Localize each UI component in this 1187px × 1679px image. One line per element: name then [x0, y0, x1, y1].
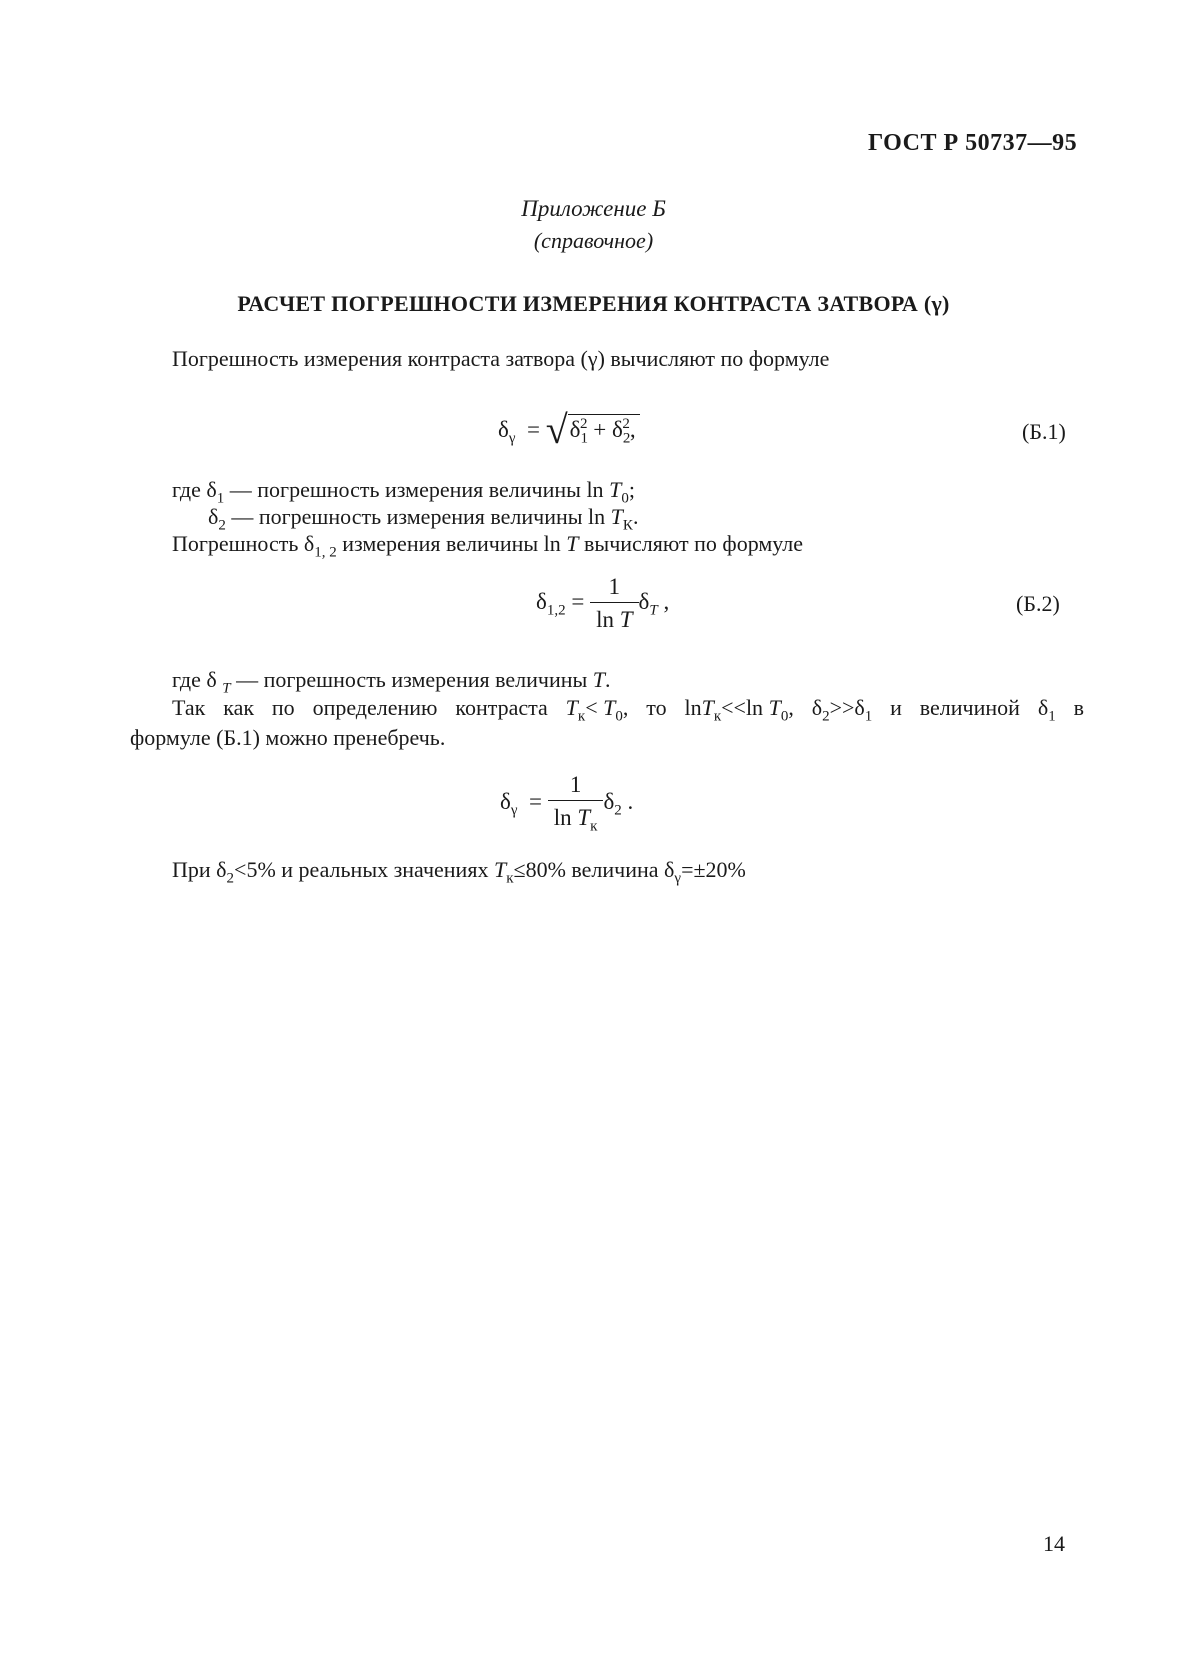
- definition-delta1: где $\delta_1$ — погрешность измерения величины $\ln T_0$;: [172, 477, 635, 507]
- inequality-tk-t0: $T_к< T_0$,: [565, 695, 629, 725]
- definition-deltaT: где δ $_T$ — погрешность измерения величины T.: [172, 667, 611, 697]
- paragraph-result: При $\delta_2<5\%$ и реальных значениях $T_к\le 80\%$ величина $\delta_\gamma=\pm 20\%$: [172, 857, 746, 887]
- appendix-title: Приложение Б: [521, 196, 666, 221]
- fraction: $\frac{1}{\text{ln T}}$: [590, 574, 638, 633]
- sqrt-symbol: √: [545, 407, 568, 452]
- fraction: $\frac{1}{\ln T_к}$: [548, 772, 604, 836]
- inequality-delta: $\delta_2>>\delta_1$: [811, 695, 873, 725]
- section-heading: РАСЧЕТ ПОГРЕШНОСТИ ИЗМЕРЕНИЯ КОНТРАСТА ЗАТВОРА (γ): [237, 291, 950, 316]
- paragraph-contrast-line2: формуле (Б.1) можно пренебречь.: [130, 725, 446, 750]
- equation-number-b2: (Б.2): [1016, 591, 1060, 616]
- paragraph-formula2-intro: Погрешность $\delta_{1, 2}$ измерения величины ln T вычисляют по формуле: [172, 531, 804, 561]
- standard-number: ГОСТ Р 50737—95: [868, 130, 1078, 156]
- inequality-ln: lnT$_к$<<ln $T_0$,: [684, 695, 794, 725]
- equation-b1: $\delta_\gamma = √\delta_1^2 + \delta_2^2$,: [498, 400, 640, 448]
- page-number: 14: [1043, 1531, 1065, 1556]
- paragraph-formula-intro: Погрешность измерения контраста затвора (γ) вычисляют по формуле: [172, 346, 830, 371]
- paragraph-contrast-line1: Так как по определению контраста $T_к< T_0$, то lnT$_к$<<ln $T_0$, $\delta_2>>\delta_1$ и величиной $\delta_1$ в: [172, 695, 1084, 725]
- equation-3: $\delta_\gamma$ = $\frac{1}{\ln T_к}$ $\delta_2$ .: [500, 772, 634, 835]
- equation-number-b1: (Б.1): [1022, 419, 1066, 444]
- definition-delta2: $\delta_2$ — погрешность измерения величины $\ln T_К$.: [208, 504, 639, 534]
- appendix-subtitle: (справочное): [533, 228, 654, 253]
- equation-b2: $\delta_{1,2}$ = $\frac{1}{\text{ln T}}$ $\delta_T$ ,: [536, 574, 670, 632]
